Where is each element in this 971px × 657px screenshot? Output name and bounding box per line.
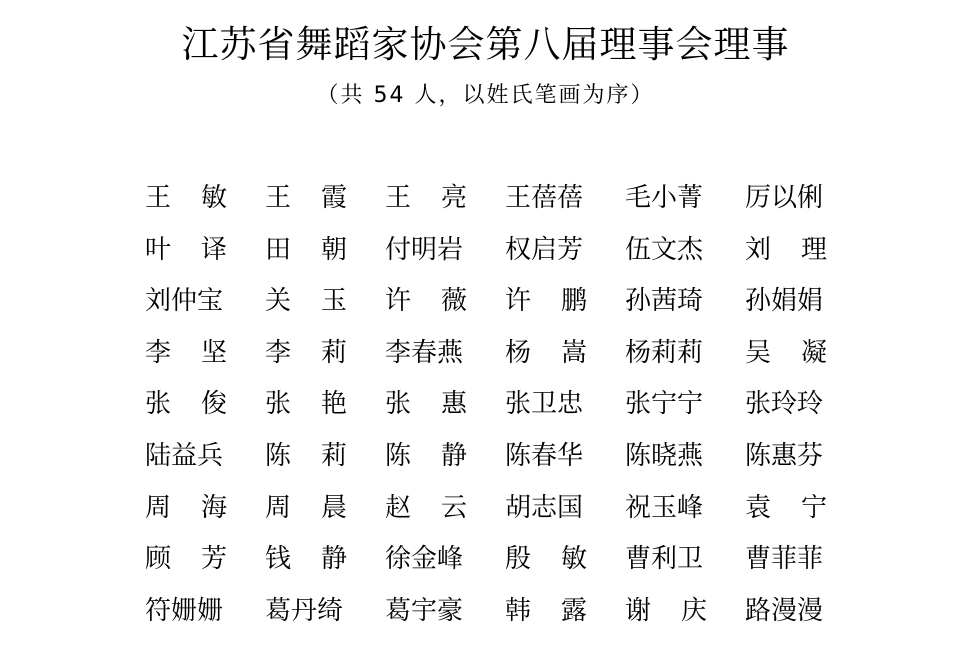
- member-name: 周 海: [145, 492, 227, 523]
- member-name: 陈春华: [505, 440, 584, 471]
- member-name: 陈 静: [385, 440, 467, 471]
- member-name: 杨 嵩: [505, 337, 587, 368]
- member-name: 毛小菁: [625, 183, 704, 213]
- member-name: 葛宇豪: [385, 595, 464, 626]
- member-name: 赵 云: [385, 492, 467, 523]
- member-name: 孙茜琦: [625, 286, 704, 317]
- member-name: 王 敏: [145, 183, 227, 213]
- member-name: 刘 理: [745, 234, 827, 265]
- member-name: 王蓓蓓: [505, 183, 584, 213]
- member-name: 孙娟娟: [745, 286, 824, 317]
- member-name: 祝玉峰: [625, 492, 704, 523]
- member-name: 张 惠: [385, 389, 467, 420]
- member-name: 伍文杰: [625, 234, 704, 265]
- member-name: 陈惠芬: [745, 440, 824, 471]
- member-name: 钱 静: [265, 544, 347, 575]
- member-name: 袁 宁: [745, 492, 827, 523]
- member-name: 韩 露: [505, 595, 587, 626]
- member-name: 王 亮: [385, 183, 467, 213]
- member-name: 胡志国: [505, 492, 584, 523]
- member-name: 刘仲宝: [145, 286, 224, 317]
- member-name: 吴 凝: [745, 337, 827, 368]
- member-name: 李 坚: [145, 337, 227, 368]
- member-name: 谢 庆: [625, 595, 707, 626]
- member-name: 权启芳: [505, 234, 584, 265]
- member-name: 关 玉: [265, 286, 347, 317]
- member-name: 张 俊: [145, 389, 227, 420]
- member-name: 路漫漫: [745, 595, 824, 626]
- member-name: 叶 译: [145, 234, 227, 265]
- member-name: 田 朝: [265, 234, 347, 265]
- member-name: 陆益兵: [145, 440, 224, 471]
- member-name: 陈晓燕: [625, 440, 704, 471]
- member-name: 葛丹绮: [265, 595, 344, 626]
- member-name: 殷 敏: [505, 544, 587, 575]
- member-name: 张玲玲: [745, 389, 824, 420]
- member-name: 陈 莉: [265, 440, 347, 471]
- member-name-grid: [145, 178, 845, 642]
- member-name: 许 鹏: [505, 286, 587, 317]
- member-name: 许 薇: [385, 286, 467, 317]
- member-name: 徐金峰: [385, 544, 464, 575]
- member-name: 付明岩: [385, 234, 464, 265]
- member-name: 曹利卫: [625, 544, 704, 575]
- member-name: 周 晨: [265, 492, 347, 523]
- member-name: 李 莉: [265, 337, 347, 368]
- document-title: 江苏省舞蹈家协会第八届理事会理事: [181, 23, 790, 66]
- member-name: 曹菲菲: [745, 544, 824, 575]
- member-name: 顾 芳: [145, 544, 227, 575]
- member-name: 符姗姗: [145, 595, 224, 626]
- member-name: 张卫忠: [505, 389, 584, 420]
- document-subtitle: （共 54 人，以姓氏笔画为序）: [316, 83, 655, 108]
- member-name: 张 艳: [265, 389, 347, 420]
- member-name: 张宁宁: [625, 389, 704, 420]
- member-name: 厉以俐: [745, 183, 824, 213]
- member-name: 李春燕: [385, 337, 464, 368]
- member-name: 杨莉莉: [625, 337, 704, 368]
- member-name: 王 霞: [265, 183, 347, 213]
